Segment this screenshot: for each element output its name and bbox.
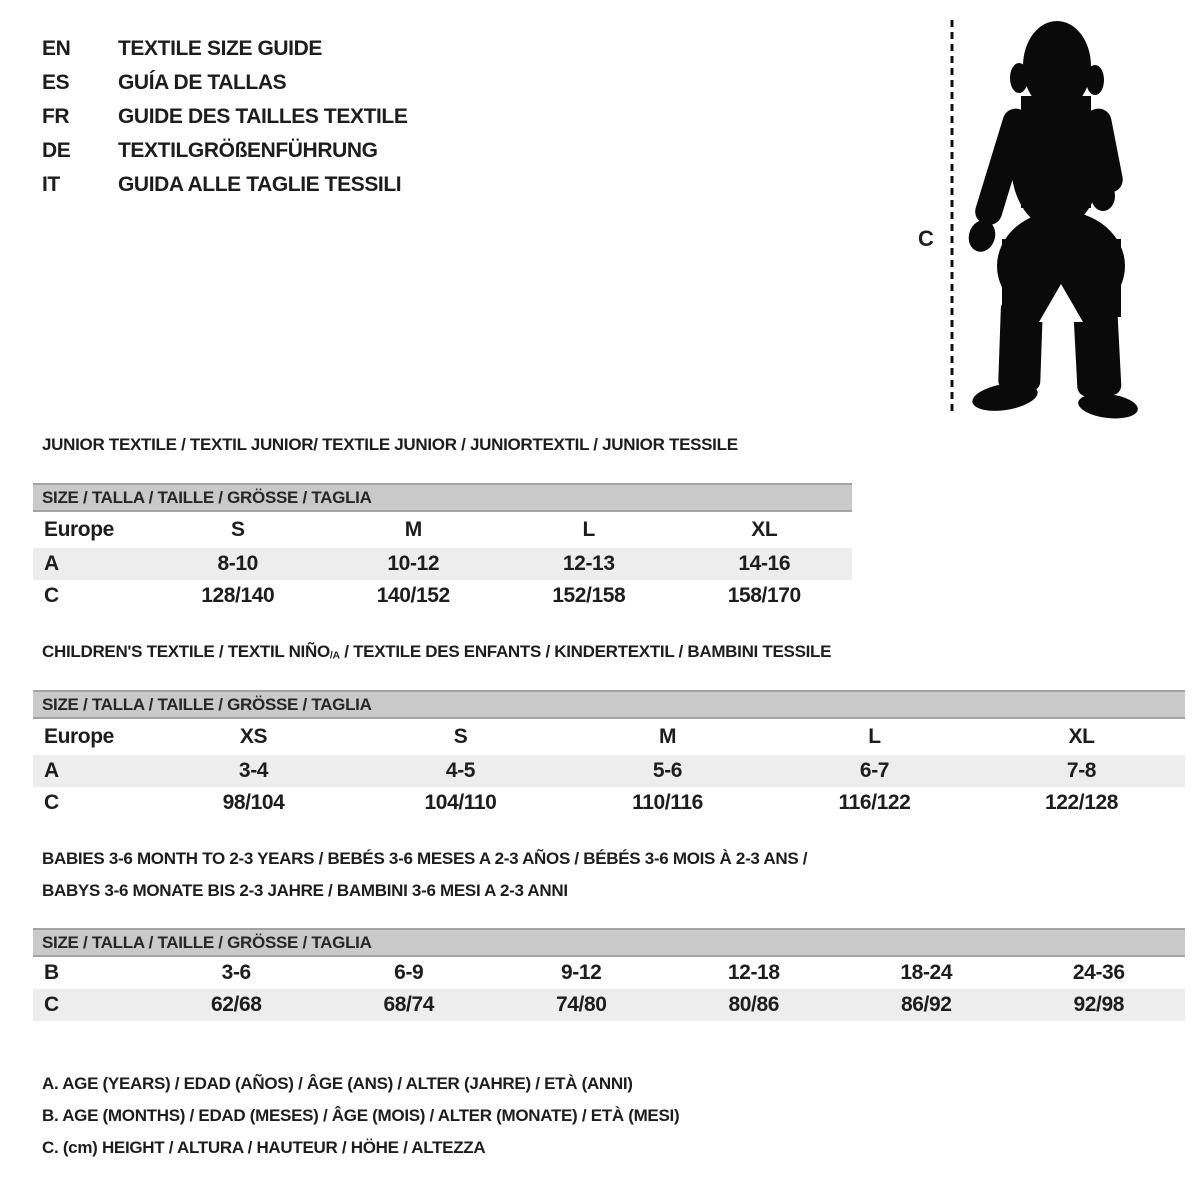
childrens-title-subscript: /A xyxy=(329,649,340,662)
baby-toddler-silhouette-icon xyxy=(965,21,1139,422)
size-row-height xyxy=(33,787,1185,819)
table-cell: 24-36 xyxy=(1072,961,1125,984)
babies-section-title xyxy=(42,843,807,907)
table-cell: S xyxy=(230,518,245,541)
babies-title-line2: BABYS 3-6 MONATE BIS 2-3 JAHRE / BAMBINI 3-6 MESI A 2-3 ANNI xyxy=(42,881,568,900)
language-label: TEXTILE SIZE GUIDE xyxy=(118,37,322,60)
baby-figure-graphic xyxy=(905,14,1145,426)
language-row-fr xyxy=(42,100,407,134)
junior-section-title: JUNIOR TEXTILE / TEXTIL JUNIOR/ TEXTILE JUNIOR / JUNIORTEXTIL / JUNIOR TESSILE xyxy=(42,435,738,454)
childrens-section-title xyxy=(42,641,831,666)
language-code: IT xyxy=(42,173,60,196)
table-cell: 3-6 xyxy=(221,961,251,984)
size-header-bar: SIZE / TALLA / TAILLE / GRÖSSE / TAGLIA xyxy=(33,928,1185,957)
size-header-bar: SIZE / TALLA / TAILLE / GRÖSSE / TAGLIA xyxy=(33,690,1185,719)
table-cell: 62/68 xyxy=(210,993,262,1016)
table-cell: XL xyxy=(1068,725,1095,748)
size-row-europe xyxy=(33,512,852,548)
table-cell: 6-9 xyxy=(394,961,424,984)
row-label: A xyxy=(44,552,59,575)
row-label: Europe xyxy=(44,725,114,748)
table-cell: XS xyxy=(239,725,268,748)
table-cell: M xyxy=(404,518,422,541)
language-label: GUÍA DE TALLAS xyxy=(118,71,287,94)
table-cell: 12-13 xyxy=(562,552,615,575)
language-code: EN xyxy=(42,37,71,60)
table-cell: 104/110 xyxy=(424,791,497,814)
language-code: FR xyxy=(42,105,70,128)
table-cell: L xyxy=(582,518,595,541)
language-label: TEXTILGRÖßENFÜHRUNG xyxy=(118,139,378,162)
row-label: B xyxy=(44,961,59,984)
size-row-age xyxy=(33,755,1185,787)
language-row-en xyxy=(42,32,407,66)
language-label: GUIDE DES TAILLES TEXTILE xyxy=(118,105,408,128)
table-cell: 68/74 xyxy=(383,993,435,1016)
language-code: DE xyxy=(42,139,71,162)
table-cell: 7-8 xyxy=(1066,759,1097,782)
table-cell: 74/80 xyxy=(555,993,607,1016)
table-cell: 92/98 xyxy=(1073,993,1125,1016)
table-cell: 6-7 xyxy=(859,759,890,782)
babies-title-line1: BABIES 3-6 MONTH TO 2-3 YEARS / BEBÉS 3-6 MESES A 2-3 AÑOS / BÉBÉS 3-6 MOIS À 2-3 ANS / xyxy=(42,849,808,868)
row-label: A xyxy=(44,759,59,782)
childrens-title-text: CHILDREN'S TEXTILE / TEXTIL NIÑO xyxy=(42,642,330,661)
size-row-height xyxy=(33,580,852,612)
table-cell: M xyxy=(658,725,677,748)
table-cell: 3-4 xyxy=(238,759,269,782)
size-row-height xyxy=(33,989,1185,1021)
size-row-months xyxy=(33,957,1185,989)
table-cell: 122/128 xyxy=(1044,791,1119,814)
table-cell: 152/158 xyxy=(552,584,626,607)
table-cell: S xyxy=(453,725,468,748)
junior-size-table xyxy=(33,483,852,612)
row-label: Europe xyxy=(44,518,114,541)
language-row-es xyxy=(42,66,407,100)
language-row-it xyxy=(42,168,407,202)
height-figure xyxy=(905,14,1145,426)
language-list xyxy=(42,32,407,202)
table-cell: 86/92 xyxy=(900,993,952,1016)
table-cell: 158/170 xyxy=(727,584,801,607)
table-cell: 14-16 xyxy=(738,552,791,575)
table-cell: XL xyxy=(751,518,778,541)
table-cell: 9-12 xyxy=(561,961,602,984)
table-cell: 116/122 xyxy=(838,791,911,814)
row-label: C xyxy=(44,791,59,814)
legend-line-b: B. AGE (MONTHS) / EDAD (MESES) / ÂGE (MOIS) / ALTER (MONATE) / ETÀ (MESI) xyxy=(42,1106,680,1125)
row-label: C xyxy=(44,584,59,607)
size-header-bar: SIZE / TALLA / TAILLE / GRÖSSE / TAGLIA xyxy=(33,483,852,512)
table-cell: 5-6 xyxy=(652,759,683,782)
language-row-de xyxy=(42,134,407,168)
table-cell: 140/152 xyxy=(376,584,450,607)
table-cell: 128/140 xyxy=(201,584,275,607)
table-cell: 12-18 xyxy=(727,961,780,984)
table-cell: 18-24 xyxy=(900,961,953,984)
row-label: C xyxy=(44,993,59,1016)
language-code: ES xyxy=(42,71,70,94)
height-measure-label: C xyxy=(918,226,934,251)
table-cell: 8-10 xyxy=(217,552,258,575)
table-cell: 80/86 xyxy=(728,993,780,1016)
language-label: GUIDA ALLE TAGLIE TESSILI xyxy=(118,173,402,196)
legend-line-a: A. AGE (YEARS) / EDAD (AÑOS) / ÂGE (ANS) / ALTER (JAHRE) / ETÀ (ANNI) xyxy=(42,1074,633,1093)
childrens-size-table xyxy=(33,690,1185,819)
table-cell: 10-12 xyxy=(387,552,440,575)
table-cell: 4-5 xyxy=(445,759,476,782)
table-cell: 110/116 xyxy=(632,791,703,814)
size-row-europe xyxy=(33,719,1185,755)
measurement-legend xyxy=(42,1068,679,1164)
legend-line-c: C. (cm) HEIGHT / ALTURA / HAUTEUR / HÖHE / ALTEZZA xyxy=(42,1138,486,1157)
childrens-title-text: / TEXTILE DES ENFANTS / KINDERTEXTIL / BAMBINI TESSILE xyxy=(339,642,832,661)
table-cell: 98/104 xyxy=(222,791,285,814)
size-row-age xyxy=(33,548,852,580)
table-cell: L xyxy=(868,725,881,748)
babies-size-table xyxy=(33,928,1185,1021)
